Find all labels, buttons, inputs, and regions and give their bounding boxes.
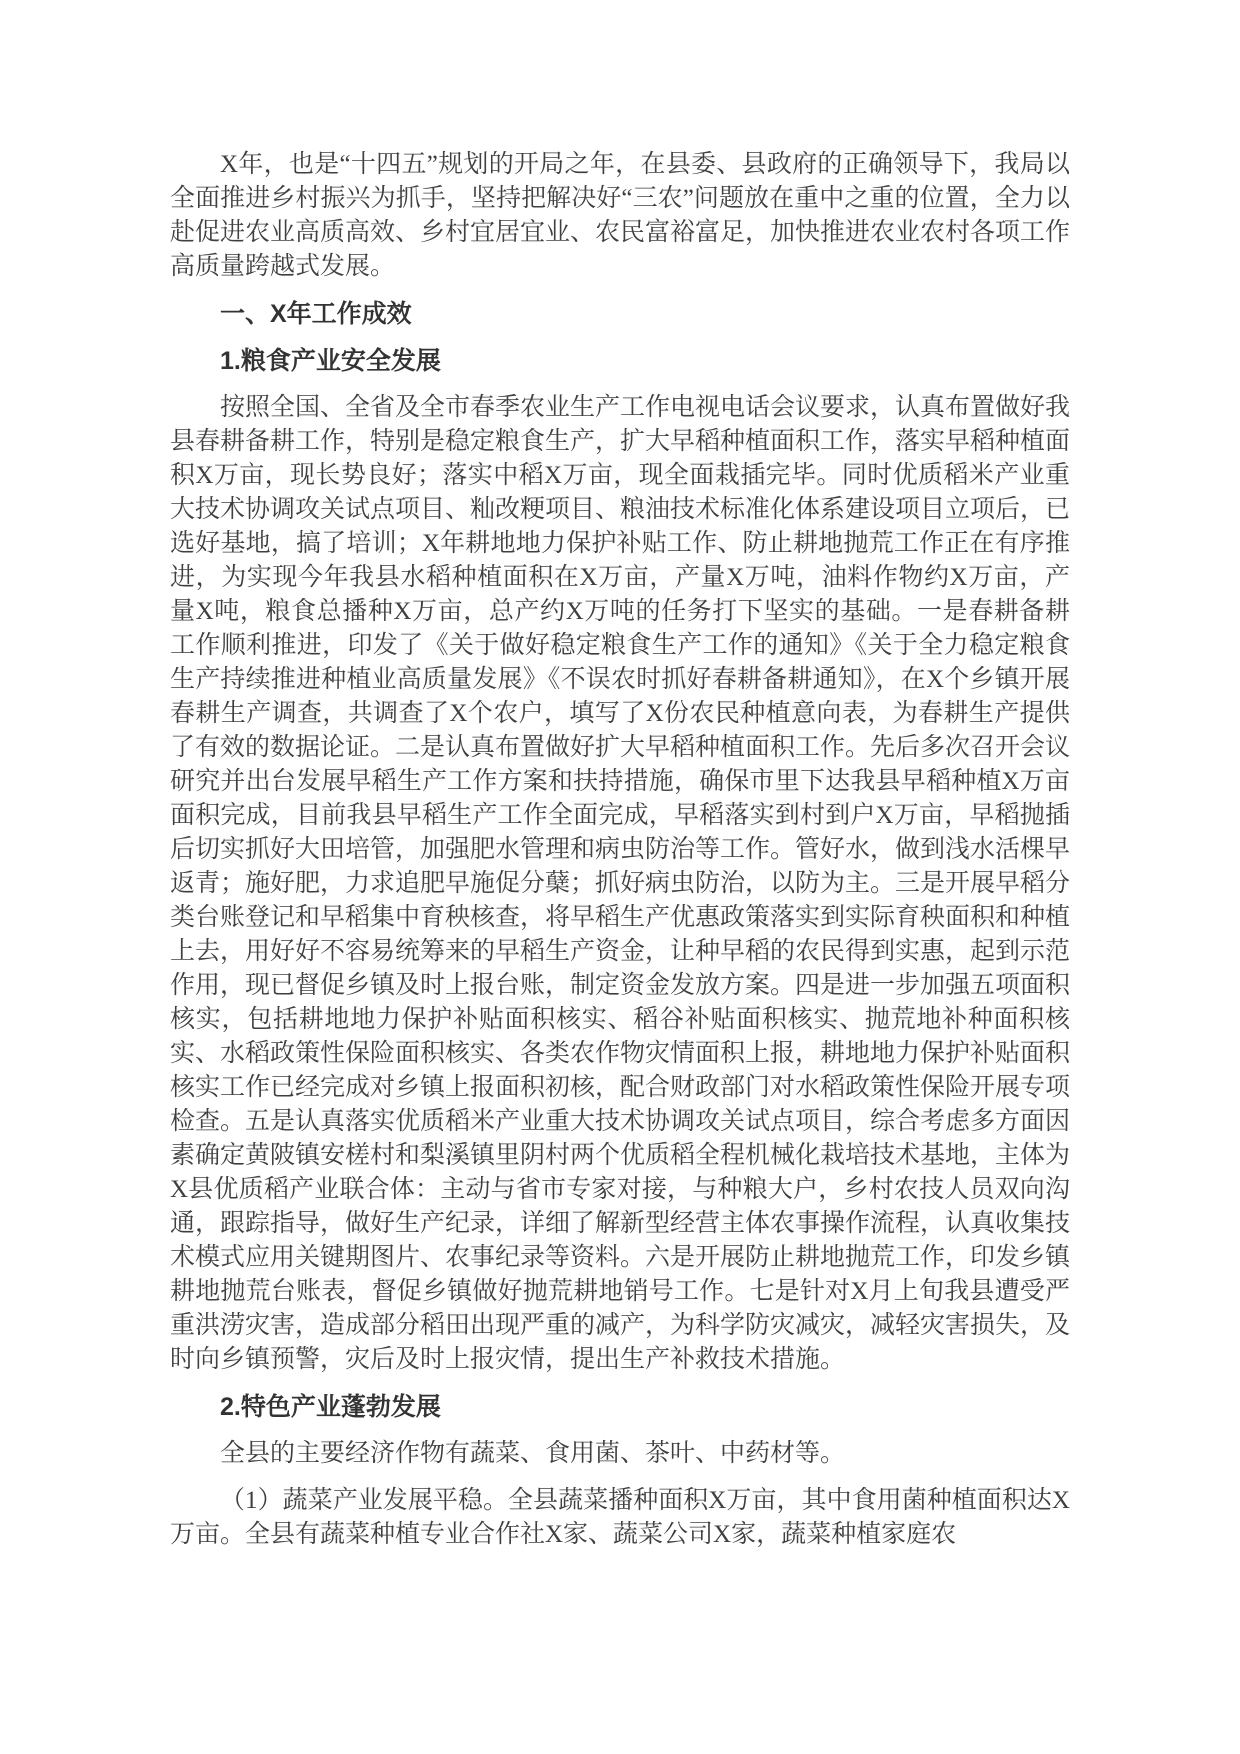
paragraph-grain-industry-detail: 按照全国、全省及全市春季农业生产工作电视电话会议要求，认真布置做好我县春耕备耕工作，特别是稳定粮食生产，扩大早稻种植面积工作，落实早稻种植面积X万亩，现长势良好；落实中稻X万亩，现全面栽插完毕。同时优质稻米产业重大技术协调攻关试点项目、籼改粳项目、粮油技术标准化体系建设项目立项后，已选好基地，搞了培训；X年耕地地力保护补贴工作、防止耕地抛荒工作正在有序推进，为实现今年我县水稻种植面积在X万亩，产量X万吨，油料作物约X万亩，产量X吨，粮食总播种X万亩，总产约X万吨的任务打下坚实的基础。一是春耕备耕工作顺利推进，印发了《关于做好稳定粮食生产工作的通知》《关于全力稳定粮食生产持续推进种植业高质量发展》《不误农时抓好春耕备耕通知》，在X个乡镇开展春耕生产调查，共调查了X个农户，填写了X份农民种植意向表，为春耕生产提供了有效的数据论证。二是认真布置做好扩大早稻种植面积工作。先后多次召开会议研究并出台发展早稻生产工作方案和扶持措施，确保市里下达我县早稻种植X万亩面积完成，目前我县早稻生产工作全面完成，早稻落实到村到户X万亩，早稻抛插后切实抓好大田培管，加强肥水管理和病虫防治等工作。管好水，做到浅水活棵早返青；施好肥，力求追肥早施促分蘖；抓好病虫防治，以防为主。三是开展早稻分类台账登记和早稻集中育秧核查，将早稻生产优惠政策落实到实际育秧面积和种植上去，用好好不容易统筹来的早稻生产资金，让种早稻的农民得到实惠，起到示范作用，现已督促乡镇及时上报台账，制定资金发放方案。四是进一步加强五项面积核实，包括耕地地力保护补贴面积核实、稻谷补贴面积核实、抛荒地补种面积核实、水稻政策性保险面积核实、各类农作物灾情面积上报，耕地地力保护补贴面积核实工作已经完成对乡镇上报面积初核，配合财政部门对水稻政策性保险开展专项检查。五是认真落实优质稻米产业重大技术协调攻关试点项目，综合考虑多方面因素确定黄陂镇安槎村和梨溪镇里阴村两个优质稻全程机械化栽培技术基地，主体为X县优质稻产业联合体：主动与省市专家对接，与种粮大户，乡村农技人员双向沟通，跟踪指导，做好生产纪录，详细了解新型经营主体农事操作流程，认真收集技术模式应用关键期图片、农事纪录等资料。六是开展防止耕地抛荒工作，印发乡镇耕地抛荒台账表，督促乡镇做好抛荒耕地销号工作。七是针对X月上旬我县遭受严重洪涝灾害，造成部分稻田出现严重的减产，为科学防灾减灾，减轻灾害损失，及时向乡镇预警，灾后及时上报灾情，提出生产补救技术措施。	[170, 394, 1071, 1373]
heading-section-one-work-results: 一、X年工作成效	[220, 300, 412, 328]
paragraph-intro: X年，也是“十四五”规划的开局之年，在县委、县政府的正确领导下，我局以全面推进乡村振兴为抓手，坚持把解决好“三农”问题放在重中之重的位置，全力以赴促进农业高质高效、乡村宜居宜业、农民富裕富足，加快推进农业农村各项工作高质量跨越式发展。	[170, 151, 1071, 280]
heading-sub-grain-industry-safety: 1.粮食产业安全发展	[220, 347, 441, 375]
paragraph-economic-crops-overview: 全县的主要经济作物有蔬菜、食用菌、茶叶、中药材等。	[220, 1440, 846, 1467]
paragraph-vegetable-industry: （1）蔬菜产业发展平稳。全县蔬菜播种面积X万亩，其中食用菌种植面积达X万亩。全县有蔬菜种植专业合作社X家、蔬菜公司X家，蔬菜种植家庭农	[170, 1487, 1070, 1548]
heading-sub-special-industry-growth: 2.特色产业蓬勃发展	[220, 1393, 441, 1421]
